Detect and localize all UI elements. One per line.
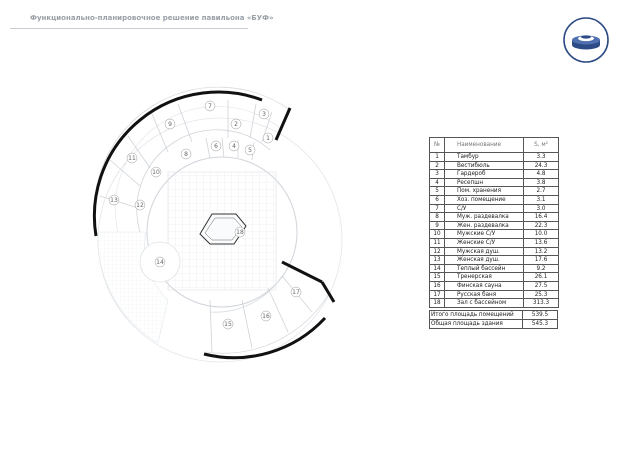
room-name: Гардероб <box>445 170 524 179</box>
room-label-16: 16 <box>262 313 270 320</box>
south-wing-exterior-wall <box>204 318 325 358</box>
room-number: 1 <box>430 153 445 162</box>
table-row <box>430 170 559 179</box>
room-label-9: 9 <box>168 121 172 128</box>
room-number: 10 <box>430 230 445 239</box>
room-label-2: 2 <box>234 121 238 128</box>
total-value: 545.3 <box>523 320 558 329</box>
table-row <box>430 230 559 239</box>
room-number: 15 <box>430 273 445 282</box>
room-name: Ресепшн <box>445 178 524 187</box>
room-number: 9 <box>430 221 445 230</box>
room-name: С/У <box>445 204 524 213</box>
header-num: № <box>430 138 445 153</box>
room-name: Русская баня <box>445 290 524 299</box>
table-row <box>430 290 559 299</box>
room-area: 3.3 <box>524 153 559 162</box>
room-number: 13 <box>430 256 445 265</box>
room-number: 14 <box>430 264 445 273</box>
table-row <box>430 221 559 230</box>
table-row <box>430 178 559 187</box>
room-name: Тренерская <box>445 273 524 282</box>
table-row <box>430 195 559 204</box>
room-name: Пом. хранения <box>445 187 524 196</box>
room-label-13: 13 <box>110 197 118 204</box>
room-name: Зал с бассейном <box>445 299 524 308</box>
sheet-title: Функционально-планировочное решение павильона «БУФ» <box>30 14 274 22</box>
total-label: Общая площадь здания <box>430 320 523 329</box>
room-number: 11 <box>430 238 445 247</box>
table-row <box>430 187 559 196</box>
table-row <box>430 153 559 162</box>
room-area: 17.6 <box>524 256 559 265</box>
total-value: 539.5 <box>523 311 558 320</box>
room-name: Теплый бассейн <box>445 264 524 273</box>
room-number: 18 <box>430 299 445 308</box>
room-name: Муж. раздевалка <box>445 213 524 222</box>
room-area: 313.3 <box>524 299 559 308</box>
room-number: 6 <box>430 195 445 204</box>
room-label-7: 7 <box>208 103 212 110</box>
room-area: 26.1 <box>524 273 559 282</box>
room-number: 5 <box>430 187 445 196</box>
room-area: 3.8 <box>524 178 559 187</box>
room-number: 17 <box>430 290 445 299</box>
room-number: 2 <box>430 161 445 170</box>
room-number: 16 <box>430 281 445 290</box>
room-name: Финская сауна <box>445 281 524 290</box>
total-label: Итого площадь помещений <box>430 311 523 320</box>
table-row <box>430 281 559 290</box>
table-row <box>430 256 559 265</box>
room-table-header-row <box>430 138 559 153</box>
table-row <box>430 238 559 247</box>
table-row <box>430 161 559 170</box>
room-label-18: 18 <box>236 229 244 236</box>
room-number: 3 <box>430 170 445 179</box>
room-name: Женские С/У <box>445 238 524 247</box>
header-name: Наименование <box>445 138 524 153</box>
room-area: 2.7 <box>524 187 559 196</box>
header-area: S, м² <box>524 138 559 153</box>
room-label-1: 1 <box>266 135 270 142</box>
room-number: 12 <box>430 247 445 256</box>
room-area: 13.6 <box>524 238 559 247</box>
room-label-4: 4 <box>232 143 236 150</box>
room-area: 22.3 <box>524 221 559 230</box>
table-row <box>430 264 559 273</box>
room-area: 25.3 <box>524 290 559 299</box>
room-name: Мужские С/У <box>445 230 524 239</box>
table-row <box>430 247 559 256</box>
room-name: Жен. раздевалка <box>445 221 524 230</box>
room-label-6: 6 <box>214 143 218 150</box>
totals-row <box>430 320 558 329</box>
room-name: Вестибюль <box>445 161 524 170</box>
room-area: 3.0 <box>524 204 559 213</box>
room-name: Мужская душ. <box>445 247 524 256</box>
room-label-8: 8 <box>184 151 188 158</box>
room-label-15: 15 <box>224 321 232 328</box>
room-label-3: 3 <box>262 111 266 118</box>
room-label-10: 10 <box>152 169 160 176</box>
room-area: 10.0 <box>524 230 559 239</box>
room-label-5: 5 <box>248 147 252 154</box>
room-label-12: 12 <box>136 202 144 209</box>
room-name: Женская душ. <box>445 256 524 265</box>
room-name: Тамбур <box>445 153 524 162</box>
room-area: 3.1 <box>524 195 559 204</box>
room-area: 9.2 <box>524 264 559 273</box>
room-number: 8 <box>430 213 445 222</box>
room-number: 7 <box>430 204 445 213</box>
table-row <box>430 273 559 282</box>
room-label-11: 11 <box>128 155 136 162</box>
south-wing-end-wall <box>282 262 322 282</box>
room-schedule-table <box>429 137 559 308</box>
table-row <box>430 204 559 213</box>
south-wing-end-wall-2 <box>322 282 334 302</box>
totals-table <box>429 310 558 329</box>
room-area: 16.4 <box>524 213 559 222</box>
room-label-17: 17 <box>292 289 300 296</box>
totals-row <box>430 311 558 320</box>
room-name: Хоз. помещение <box>445 195 524 204</box>
room-area: 13.2 <box>524 247 559 256</box>
room-area: 24.3 <box>524 161 559 170</box>
room-label-14: 14 <box>156 259 164 266</box>
table-row <box>430 213 559 222</box>
room-area: 27.5 <box>524 281 559 290</box>
room-number: 4 <box>430 178 445 187</box>
table-row <box>430 299 559 308</box>
room-area: 4.8 <box>524 170 559 179</box>
